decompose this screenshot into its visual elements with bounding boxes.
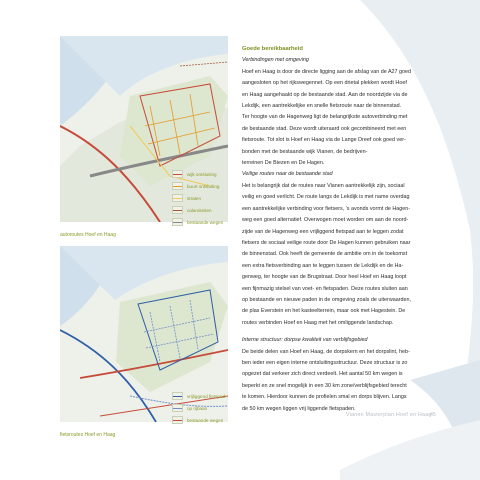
legend-swatch: [172, 404, 183, 412]
text-line: weg een goed alternatief. Overwogen moet worden om aan de noord-: [242, 217, 409, 224]
text-line: routes verbinden Hoef en Haag met het omliggende landschap.: [242, 319, 394, 326]
legend-label: op rijbaan: [187, 405, 208, 411]
text-line: terreinen De Biezen en De Hagen.: [242, 160, 325, 167]
text-line: aangesloten op het rijkswegennet. Op een drietal plekken wordt Hoef: [242, 80, 407, 87]
legend-item: [172, 182, 219, 190]
subheading-safe-routes: Veilige routes naar de bestaande stad: [242, 171, 333, 178]
paragraph-internal-structure: [242, 347, 438, 415]
text-line: fietsers de sociaal veilige route door De Hagen kunnen gebruiken naar: [242, 239, 411, 246]
text-line: Hoef en Haag is door de directe ligging aan de afslag van de A27 goed: [242, 68, 412, 75]
bike-routes-legend: [172, 392, 232, 432]
text-line: de bestaande stad. Deze wordt uiteraard ook gecombineerd met een: [242, 125, 407, 132]
text-line: de binnenstad. Ook heeft de gemeente de ambitie om in de toekomst: [242, 251, 408, 258]
legend-label: wijk ontsluiting: [187, 171, 217, 177]
legend-label: buurt ontsluiting: [187, 183, 220, 189]
legend-label: calamiteiten: [187, 207, 212, 213]
text-line: veilig en goed verlicht. De route langs de Lekdijk is met name overdag: [242, 194, 410, 201]
text-line: De beide delen van Hoef en Haag, de dorpskern en het dorpslint, heb-: [242, 348, 410, 355]
legend-swatch: [172, 218, 183, 226]
text-line: opgezet dat verkeer zich direct verdeelt. Het aantal 50 km wegen is: [242, 371, 403, 378]
legend-swatch: [172, 392, 183, 400]
text-line: fietsroute. Tot slot is Hoef en Haag via de Lange Dreef ook goed ver-: [242, 137, 406, 144]
section-heading: Goede bereikbaarheid: [242, 46, 303, 52]
car-routes-caption: autoroutes Hoef en Haag: [60, 232, 116, 238]
body-text: [242, 44, 438, 415]
legend-item: [172, 404, 207, 412]
text-line: de plas Everstein en het kasteelterrein, maar ook met Hagestein. De: [242, 308, 406, 315]
paragraph-safe-routes: [242, 181, 438, 329]
subheading-internal-structure: Interne structuur: dorpse kwaliteit van verblijfsgebied: [242, 337, 368, 344]
text-line: een extra fietsverbinding aan te leggen tussen de Lekdijk en de Ha-: [242, 262, 404, 269]
text-line: Ter hoogte van de Hagenweg ligt de belangrijkste autoverbinding met: [242, 114, 408, 121]
text-line: een fijnmazig stelsel van voet- en fietspaden. Deze routes sluiten aan: [242, 285, 408, 292]
legend-swatch: [172, 194, 183, 202]
legend-item: [172, 392, 225, 400]
legend-item: [172, 218, 223, 226]
legend-item: [172, 170, 217, 178]
legend-item: [172, 416, 223, 424]
legend-label: bestaande wegen: [187, 219, 224, 225]
text-line: op bestaande en nieuwe paden in de omgeving zoals de uiterwaarden,: [242, 296, 412, 303]
text-line: zijde van de Hagenweg een vrijliggend fietspad aan te leggen zodat: [242, 228, 404, 235]
legend-item: [172, 206, 212, 214]
legend-swatch: [172, 416, 183, 424]
legend-label: straten: [187, 195, 202, 201]
text-line: een aantrekkelijke verbinding voor fietsers, ’s avonds vormt de Hagen-: [242, 205, 410, 212]
text-line: ben ieder een eigen interne ontsluitingsstructuur. Deze structuur is zo: [242, 359, 408, 366]
subheading-connections: Verbindingen met omgeving: [242, 57, 309, 64]
bike-routes-caption: fietsroutes Hoef en Haag: [60, 432, 116, 438]
legend-label: bestaande wegen: [187, 417, 224, 423]
text-line: te komen. Hierdoor kunnen de profielen smal en dorps blijven. Langs: [242, 394, 407, 401]
legend-label: vrijliggend fietspad: [187, 393, 226, 399]
legend-swatch: [172, 206, 183, 214]
text-line: de 50 km wegen liggen vrij liggende fietspaden.: [242, 405, 356, 412]
paragraph-connections: [242, 67, 438, 170]
text-line: en Haag aangehaakt op de bestaande stad. Aan de noordzijde via de: [242, 91, 408, 98]
text-line: genweg, ter hoogte van de Brugstraat. Door heel Hoef en Haag loopt: [242, 274, 407, 281]
footer-label: Vianen Masterplan Hoef en Haag: [346, 412, 432, 418]
car-routes-legend: [172, 170, 232, 230]
legend-item: [172, 194, 201, 202]
page-number: 45: [430, 412, 436, 418]
text-line: bonden met de bestaande wijk Vianen, de bedrijven-: [242, 148, 368, 155]
text-line: Lekdijk, een aantrekkelijke en snelle fietsroute naar de binnenstad.: [242, 103, 402, 110]
legend-swatch: [172, 170, 183, 178]
text-line: beperkt en ze snel mogelijk in een 30 km zone/verblijfsgebied terecht: [242, 382, 407, 389]
legend-swatch: [172, 182, 183, 190]
text-line: Het is belangrijk dat de routes naar Vianen aantrekkelijk zijn, sociaal: [242, 182, 405, 189]
